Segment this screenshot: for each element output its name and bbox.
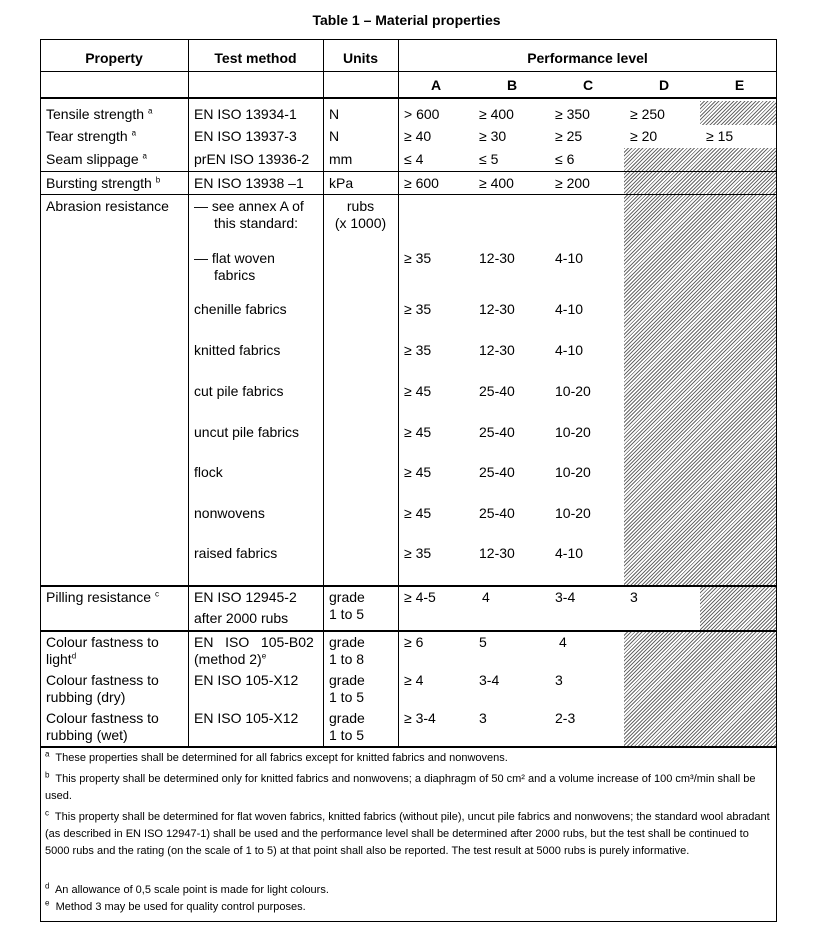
header-test-method: Test method	[214, 50, 297, 66]
row-tear-method: EN ISO 13937-3	[194, 128, 297, 144]
row-tear-e: ≥ 15	[706, 128, 734, 144]
row-pilling-property: Pilling resistance $^c$	[46, 589, 159, 605]
row-pilling-a: ≥ 4-5	[404, 589, 436, 605]
row-tear-property: Tear strength $^a$	[46, 128, 137, 144]
fabric-nonwovens: nonwovens	[194, 505, 265, 521]
row-rub-wet-units-line1: grade	[329, 710, 365, 726]
row-bursting-a: ≥ 600	[404, 175, 439, 191]
row-abrasion-method-line1: — see annex A of	[194, 198, 304, 214]
grid-line	[40, 585, 777, 587]
row-abrasion-property: Abrasion resistance	[46, 198, 169, 214]
row-tear-d: ≥ 20	[630, 128, 658, 144]
row-bursting-property: Bursting strength $^b$	[46, 175, 161, 191]
row-rub-wet-property-line1: Colour fastness to	[46, 710, 159, 726]
fabric-knitted-b: 12-30	[479, 342, 515, 358]
fabric-nonwovens-b: 25-40	[479, 505, 515, 521]
row-rub-dry-a: ≥ 4	[404, 672, 424, 688]
row-rub-dry-units-line2: 1 to 5	[329, 689, 365, 705]
grid-line	[40, 71, 777, 72]
row-tensile-property: Tensile strength $^a$	[46, 106, 153, 122]
fabric-flat-woven-line2: fabrics	[214, 267, 256, 283]
table-title: Table 1 – Material properties	[312, 12, 501, 28]
row-pilling-units-line2: 1 to 5	[329, 606, 365, 622]
fabric-raised-c: 4-10	[555, 545, 584, 561]
fabric-flat-woven-c: 4-10	[555, 250, 584, 266]
fabric-chenille-b: 12-30	[479, 301, 515, 317]
row-rub-wet-b: 3	[479, 710, 487, 726]
row-rub-dry-property-line2: rubbing (dry)	[46, 689, 126, 705]
fabric-cut-pile-a: ≥ 45	[404, 383, 432, 399]
header-level-b: B	[506, 77, 518, 93]
row-tear-c: ≥ 25	[555, 128, 583, 144]
header-level-a: A	[430, 77, 442, 93]
grid-line	[40, 746, 777, 748]
fabric-cut-pile-b: 25-40	[479, 383, 515, 399]
row-tear-a: ≥ 40	[404, 128, 432, 144]
row-seam-c: ≤ 6	[555, 151, 575, 167]
row-tensile-d: ≥ 250	[630, 106, 665, 122]
row-abrasion-units-line1: rubs	[346, 198, 375, 214]
hatch-abrasion-de	[624, 194, 776, 585]
fabric-raised-a: ≥ 35	[404, 545, 432, 561]
fabric-raised: raised fabrics	[194, 545, 278, 561]
footnote-a: $^a$ These properties shall be determined for all fabrics except for knitted fabrics and nonwovens.	[45, 749, 508, 764]
row-rub-wet-a: ≥ 3-4	[404, 710, 436, 726]
fabric-flock-b: 25-40	[479, 464, 515, 480]
row-bursting-units: kPa	[329, 175, 354, 191]
header-performance-level: Performance level	[527, 50, 648, 66]
row-rub-dry-b: 3-4	[479, 672, 500, 688]
row-rub-wet-method: EN ISO 105-X12	[194, 710, 299, 726]
fabric-knitted-c: 4-10	[555, 342, 584, 358]
row-light-method-line2: (method 2)$^e$	[194, 651, 267, 667]
footnote-d: $^d$ An allowance of 0,5 scale point is made for light colours.	[45, 881, 329, 896]
header-level-c: C	[582, 77, 594, 93]
row-light-units-line2: 1 to 8	[329, 651, 365, 667]
fabric-uncut-pile-a: ≥ 45	[404, 424, 432, 440]
row-rub-dry-property-line1: Colour fastness to	[46, 672, 159, 688]
fabric-flat-woven-line1: — flat woven	[194, 250, 275, 266]
row-light-c: 4	[559, 634, 567, 650]
grid-line	[323, 39, 324, 746]
header-level-e: E	[734, 77, 745, 93]
row-light-a: ≥ 6	[404, 634, 424, 650]
row-pilling-method-line1: EN ISO 12945-2	[194, 589, 297, 605]
row-light-property-line2: light$^d$	[46, 651, 77, 667]
row-tensile-b: ≥ 400	[479, 106, 514, 122]
grid-line	[188, 39, 189, 746]
fabric-chenille-c: 4-10	[555, 301, 584, 317]
fabric-flock-a: ≥ 45	[404, 464, 432, 480]
row-seam-a: ≤ 4	[404, 151, 424, 167]
fabric-flat-woven-a: ≥ 35	[404, 250, 432, 266]
row-seam-method: prEN ISO 13936-2	[194, 151, 310, 167]
footnote-b: $^b$ This property shall be determined only for knitted fabrics and nonwovens; a diaphragm of 50 cm² and a volume increase of 100 cm³/min shall be used.	[45, 770, 756, 802]
row-seam-b: ≤ 5	[479, 151, 499, 167]
fabric-flock: flock	[194, 464, 223, 480]
row-pilling-d: 3	[630, 589, 638, 605]
grid-line	[40, 630, 777, 632]
row-abrasion-units-line2: (x 1000)	[334, 215, 387, 231]
row-tensile-units: N	[329, 106, 340, 122]
grid-line	[40, 97, 777, 99]
fabric-flat-woven-b: 12-30	[479, 250, 515, 266]
grid-line	[398, 39, 399, 746]
fabric-uncut-pile-b: 25-40	[479, 424, 515, 440]
row-rub-dry-units-line1: grade	[329, 672, 365, 688]
row-light-units-line1: grade	[329, 634, 365, 650]
hatch-colour-de	[624, 631, 776, 746]
header-level-d: D	[658, 77, 670, 93]
hatch-tensile-e	[700, 101, 776, 125]
row-pilling-units-line1: grade	[329, 589, 365, 605]
fabric-flock-c: 10-20	[555, 464, 591, 480]
row-tensile-a: > 600	[404, 106, 440, 122]
row-tensile-method: EN ISO 13934-1	[194, 106, 297, 122]
row-rub-wet-units-line2: 1 to 5	[329, 727, 365, 743]
fabric-knitted-a: ≥ 35	[404, 342, 432, 358]
fabric-uncut-pile: uncut pile fabrics	[194, 424, 300, 440]
fabric-cut-pile: cut pile fabrics	[194, 383, 284, 399]
fabric-chenille-a: ≥ 35	[404, 301, 432, 317]
row-rub-dry-c: 3	[555, 672, 563, 688]
row-light-b: 5	[479, 634, 487, 650]
footnote-e: $^e$ Method 3 may be used for quality control purposes.	[45, 898, 306, 913]
row-rub-wet-c: 2-3	[555, 710, 576, 726]
grid-line	[40, 194, 777, 195]
row-light-method-line1: EN ISO 105-B02	[194, 634, 314, 650]
grid-line	[40, 171, 777, 172]
row-bursting-c: ≥ 200	[555, 175, 590, 191]
footnote-c: $^c$ This property shall be determined for flat woven fabrics, knitted fabrics (without pile), uncut pile fabrics and nonwovens; the standard wool abradant (as described in EN ISO 12947-1) shall be used and the performance level shall be determined after 2000 rubs, but the test shall be continued to 5000 rubs and the rating (on the scale of 1 to 5) at that point shall also be reported. The test result at 5000 rubs is purely informative.	[45, 808, 770, 857]
fabric-chenille: chenille fabrics	[194, 301, 287, 317]
row-tear-b: ≥ 30	[479, 128, 507, 144]
row-pilling-c: 3-4	[555, 589, 576, 605]
hatch-pilling-e	[700, 585, 776, 631]
row-bursting-method: EN ISO 13938 –1	[194, 175, 304, 191]
row-seam-units: mm	[329, 151, 353, 167]
row-tensile-c: ≥ 350	[555, 106, 590, 122]
row-abrasion-method-line2: this standard:	[214, 215, 299, 231]
fabric-raised-b: 12-30	[479, 545, 515, 561]
row-bursting-b: ≥ 400	[479, 175, 514, 191]
row-pilling-b: 4	[482, 589, 490, 605]
fabric-uncut-pile-c: 10-20	[555, 424, 591, 440]
fabric-cut-pile-c: 10-20	[555, 383, 591, 399]
header-property: Property	[85, 50, 143, 66]
row-seam-property: Seam slippage $^a$	[46, 151, 147, 167]
fabric-nonwovens-c: 10-20	[555, 505, 591, 521]
row-pilling-method-line2: after 2000 rubs	[194, 610, 289, 626]
row-light-property-line1: Colour fastness to	[46, 634, 159, 650]
header-units: Units	[343, 50, 378, 66]
row-rub-dry-method: EN ISO 105-X12	[194, 672, 299, 688]
fabric-nonwovens-a: ≥ 45	[404, 505, 432, 521]
row-tear-units: N	[329, 128, 340, 144]
fabric-knitted: knitted fabrics	[194, 342, 281, 358]
row-rub-wet-property-line2: rubbing (wet)	[46, 727, 128, 743]
